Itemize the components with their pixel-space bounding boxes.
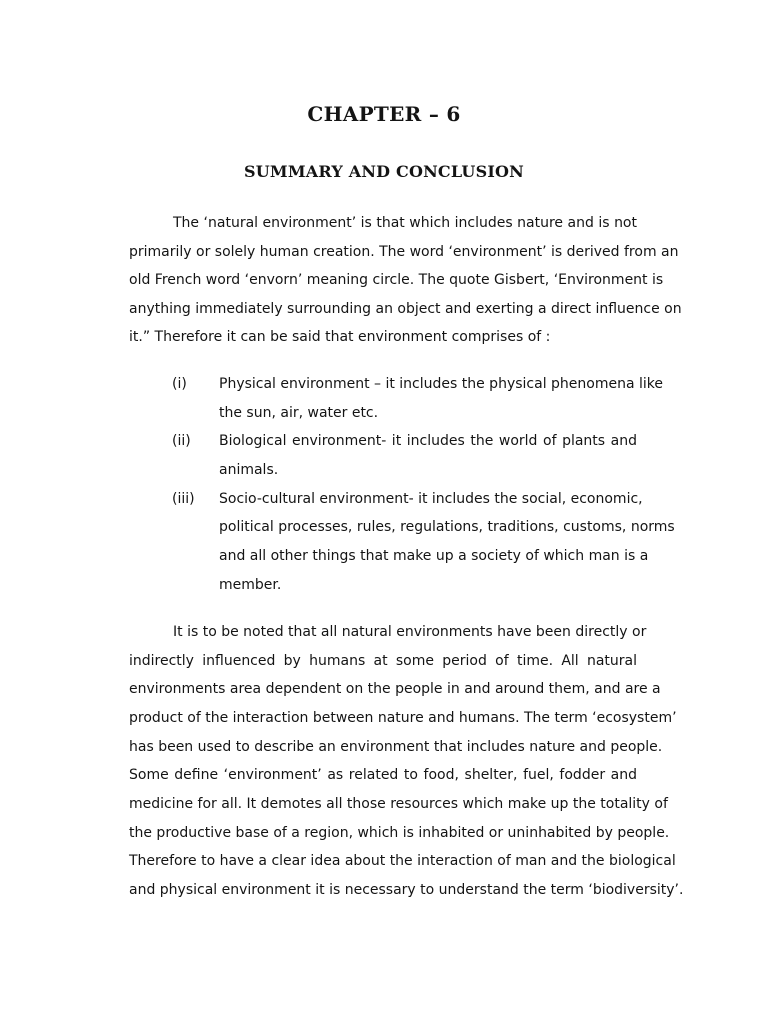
list-item-number: (i) — [172, 376, 187, 392]
paragraph-line: old French word ‘envorn’ meaning circle. The quote Gisbert, ‘Environment is — [129, 272, 664, 288]
paragraph-line: anything immediately surrounding an object and exerting a direct influence on — [129, 301, 682, 317]
paragraph-line: It is to be noted that all natural environments have been directly or — [173, 624, 647, 640]
section-title: SUMMARY AND CONCLUSION — [244, 162, 524, 181]
chapter-title: CHAPTER – 6 — [307, 102, 461, 126]
paragraph-line: Therefore to have a clear idea about the interaction of man and the biological — [129, 853, 676, 869]
paragraph-line: Some define ‘environment’ as related to food, shelter, fuel, fodder and — [129, 767, 637, 783]
list-item-number: (iii) — [172, 491, 195, 507]
list-item-line: member. — [219, 577, 282, 593]
paragraph-line: medicine for all. It demotes all those resources which make up the totality of — [129, 796, 668, 812]
list-item-line: Socio-cultural environment- it includes the social, economic, — [219, 491, 643, 507]
list-item-line: Biological environment- it includes the world of plants and — [219, 433, 637, 449]
list-item-line: Physical environment – it includes the physical phenomena like — [219, 376, 663, 392]
list-item-line: animals. — [219, 462, 279, 478]
paragraph-line: The ‘natural environment’ is that which includes nature and is not — [173, 215, 637, 231]
paragraph-line: it.” Therefore it can be said that environment comprises of : — [129, 329, 551, 345]
paragraph-line: indirectly influenced by humans at some period of time. All natural — [129, 653, 637, 669]
list-item-line: political processes, rules, regulations, traditions, customs, norms — [219, 519, 675, 535]
paragraph-line: product of the interaction between nature and humans. The term ‘ecosystem’ — [129, 710, 677, 726]
paragraph-line: and physical environment it is necessary to understand the term ‘biodiversity’. — [129, 882, 684, 898]
list-item-line: and all other things that make up a society of which man is a — [219, 548, 649, 564]
paragraph-line: environments area dependent on the people in and around them, and are a — [129, 681, 661, 697]
paragraph-line: primarily or solely human creation. The word ‘environment’ is derived from an — [129, 244, 679, 260]
list-item-number: (ii) — [172, 433, 191, 449]
paragraph-line: has been used to describe an environment that includes nature and people. — [129, 739, 663, 755]
list-item-line: the sun, air, water etc. — [219, 405, 379, 421]
paragraph-line: the productive base of a region, which is inhabited or uninhabited by people. — [129, 825, 670, 841]
